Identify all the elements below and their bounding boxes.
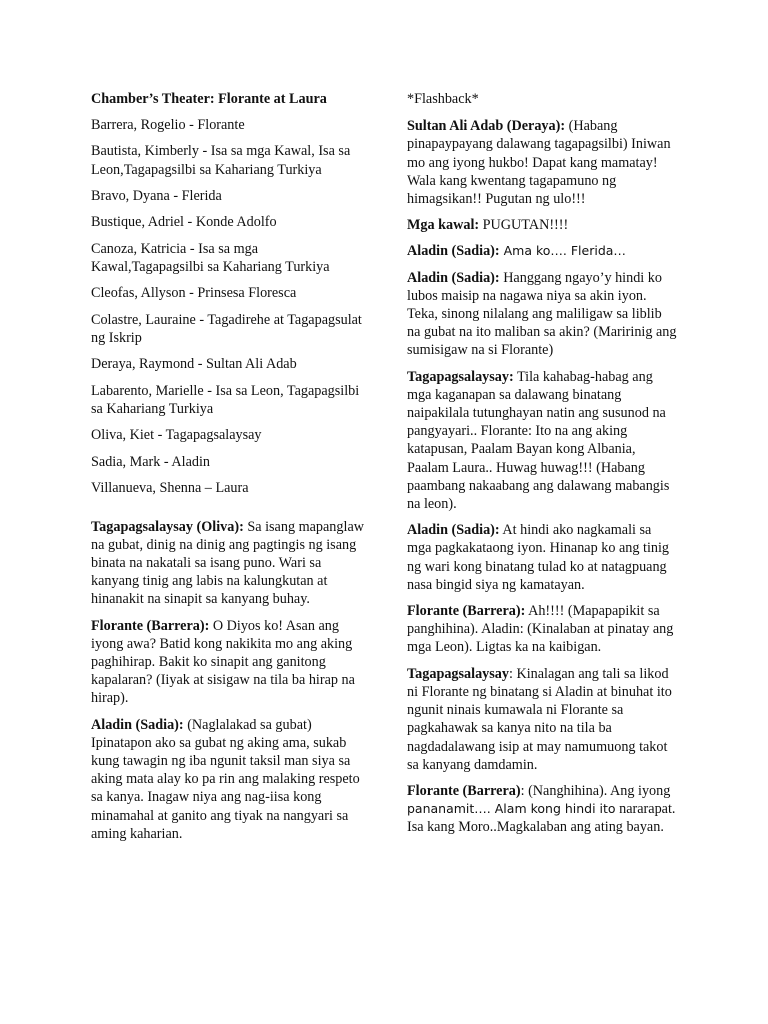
dialogue-paragraph: [407, 665, 677, 774]
dialogue-paragraph: [407, 521, 677, 594]
cast-item: Bustique, Adriel - Konde Adolfo: [91, 214, 277, 231]
dialogue-text: Sa isang mapanglaw na gubat, dinig na dinig ang pagtingis ng isang binata na nakatali sa isang puno. Wari sa kanyang tinig ang labis na kalungkutan at hinanakit na sinapit sa kanyang buhay.: [91, 518, 364, 608]
cast-item: Bautista, Kimberly - Isa sa mga Kawal, Isa sa Leon,Tagapagsilbi sa Kahariang Turkiya: [91, 143, 351, 178]
dialogue-paragraph: [407, 216, 677, 234]
dialogue-text: (Habang pinapaypayang dalawang tagapagsilbi) Iniwan mo ang iyong hukbo! Dapat kang mamatay! Wala kang kwentang tagapamuno ng himagsikan!! Pugutan ng ulo!!!: [407, 118, 671, 208]
dialogue-paragraph: [91, 716, 369, 843]
left-column: [91, 90, 369, 851]
dialogue-paragraph: [91, 617, 369, 708]
speaker-name: Florante (Barrera):: [91, 617, 210, 634]
dialogue-text: nararapat. Isa kang Moro..Magkalaban ang ating bayan.: [407, 801, 676, 836]
cast-item: Deraya, Raymond - Sultan Ali Adab: [91, 356, 297, 373]
speaker-name: Aladin (Sadia):: [91, 716, 184, 733]
dialogue-paragraph: [91, 518, 369, 609]
speaker-name: Florante (Barrera):: [407, 603, 526, 620]
dialogue-text-alt: pananamit…. Alam kong hindi ito: [407, 801, 616, 817]
cast-item: Barrera, Rogelio - Florante: [91, 117, 245, 133]
speaker-name: Aladin (Sadia):: [407, 522, 500, 539]
cast-list: [91, 116, 369, 497]
cast-item: Labarento, Marielle - Isa sa Leon, Tagapagsilbi sa Kahariang Turkiya: [91, 382, 360, 417]
speaker-name: Mga kawal:: [407, 217, 480, 234]
dialogue-paragraph: [407, 368, 677, 514]
dialogue-text: At hindi ako nagkamali sa mga pagkakataong iyon. Hinanap ko ang tinig ng wari kong binatang tulad ko at natagpuang nasa bingid siya ng kamatayan.: [407, 522, 670, 593]
dialogue-text: (Naglalakad sa gubat) Ipinatapon ako sa gubat ng aking ama, sukab kung tawagin ng iba ngunit taksil man siya sa aking mata alay ko pa rin ang malaking respeto sa kanya. Inagaw niya ang nag-iisa kong minamahal at ganito ang tiyak na nangyari sa aming kaharian.: [91, 716, 360, 842]
dialogue-paragraph: [407, 602, 677, 657]
cast-item: Colastre, Lauraine - Tagadirehe at Tagapagsulat ng Iskrip: [91, 311, 362, 346]
cast-item: Canoza, Katricia - Isa sa mga Kawal,Tagapagsilbi sa Kahariang Turkiya: [91, 240, 330, 275]
dialogue-paragraph: [407, 242, 677, 260]
dialogue-text: : Kinalagan ang tali sa likod ni Florante ng binatang si Aladin at binuhat ito ngunit ninais kumawala ni Florante sa pagkahawak sa kanya nito na tila ba nagdadalawang isip at may namumuong takot sa kanyang damdamin.: [407, 665, 672, 773]
dialogue-text: O Diyos ko! Asan ang iyong awa? Batid kong nakikita mo ang aking paghihirap. Bakit ko sinapit ang ganitong kapalaran? (Iiyak at sisigaw na tila ba hirap na hirap).: [91, 617, 355, 707]
speaker-name: Florante (Barrera): [407, 782, 521, 799]
dialogue-text: Tila kahabag-habag ang mga kaganapan sa dalawang binatang naipakilala tutunghayan natin ang susunod na pangyayari.. Florante: Ito na ang aking katapusan, Paalam Bayan kong Albania, Paalam Laura.. Huwag huwag!!! (Habang paambang nakaabang ang dalawang mabangis na leon).: [407, 368, 670, 513]
speaker-name: Sultan Ali Adab (Deraya):: [407, 118, 566, 135]
cast-item: Bravo, Dyana - Flerida: [91, 187, 222, 204]
dialogue-text: Ama ko…. Flerida…: [499, 243, 626, 259]
speaker-name: Tagapagsalaysay (Oliva):: [91, 518, 244, 535]
flashback-label: *Flashback*: [407, 91, 479, 107]
cast-item: Villanueva, Shenna – Laura: [91, 480, 249, 497]
speaker-name: Aladin (Sadia):: [407, 243, 500, 260]
right-column: [407, 90, 677, 845]
cast-item: Oliva, Kiet - Tagapagsalaysay: [91, 427, 262, 444]
speaker-name: Tagapagsalaysay: [407, 665, 509, 682]
dialogue-paragraph: [407, 782, 677, 837]
dialogue-paragraph: [407, 117, 677, 208]
dialogue-text: : (Nanghihina). Ang iyong: [520, 782, 671, 799]
dialogue-text: PUGUTAN!!!!: [479, 217, 569, 234]
cast-item: Cleofas, Allyson - Prinsesa Floresca: [91, 285, 297, 302]
dialogue-text: Hanggang ngayo’y hindi ko lubos maisip na nagawa niya sa akin iyon. Teka, sinong nilalang ang maliligaw sa liblib na gubat na ito maliban sa akin? (Maririnig ang sumisigaw na si Florante): [407, 269, 677, 359]
dialogue-text: Ah!!!! (Mapapapikit sa panghihina). Aladin: (Kinalaban at pinatay ang mga Leon). Ligtas ka na kaibigan.: [407, 603, 674, 656]
speaker-name: Tagapagsalaysay:: [407, 368, 514, 385]
cast-item: Sadia, Mark - Aladin: [91, 453, 210, 470]
dialogue-paragraph: [407, 269, 677, 360]
speaker-name: Aladin (Sadia):: [407, 269, 500, 286]
document-title: Chamber’s Theater: Florante at Laura: [91, 91, 327, 107]
